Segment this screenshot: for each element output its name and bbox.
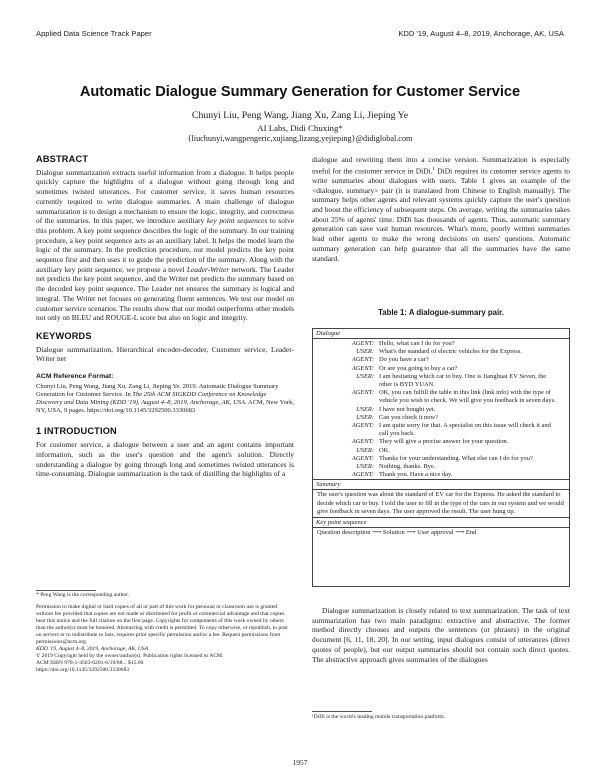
utterance-text: I am hesitating which car to buy. One is Jianghuai EV Seven, the other is BYD YUAN. (379, 372, 547, 389)
author-list: Chunyi Liu, Peng Wang, Jiang Xu, Zang Li, Jieping Ye (191, 110, 409, 121)
utterance-text: What's the standard of electric vehicles for the Express. (379, 348, 522, 356)
speaker-label: AGENT: (351, 356, 374, 364)
paper-title: Automatic Dialogue Summary Generation for Customer Service (79, 84, 521, 100)
keywords-heading: KEYWORDS (36, 330, 92, 341)
right-column-top (312, 155, 570, 263)
dialogue-turn (313, 373, 569, 389)
speaker-label: AGENT: (351, 422, 374, 430)
summary-text: The user's question was about the standard of EV car for the Express. He asked the standard to decide which car to buy. I told the user to fill in the type of the cars in our system and we would give feedback in seven days. The user approved the result. The user hung up. (317, 491, 564, 515)
utterance-text: I am quite sorry for that. A specialist on this issue will check it and call you back. (379, 422, 551, 438)
speaker-label: USER: (356, 405, 374, 413)
table-caption: Table 1: A dialogue-summary pair. (378, 308, 504, 317)
dialogue-turn (313, 356, 569, 364)
dialogue-turn (313, 463, 569, 471)
utterance-text: Nothing, thanks. Bye. (379, 463, 436, 471)
speaker-label: USER: (356, 372, 374, 380)
related-work-text: Dialogue summarization is closely related to text summarization. The task of text summarization has two main paradigms: extractive and abstractive. The former method directly chooses and outputs the sentences (or phrases) in the original document [6, 11, 18, 20]. In our setting, input dialogues consist of utterances (direct quotes of people), but our output summaries should not contain such direct quotes. The abstractive approach gives summaries of the dialogues (312, 606, 570, 664)
introduction-heading: 1 INTRODUCTION (36, 425, 117, 436)
utterance-text: Can you check it now? (379, 413, 438, 421)
running-header-left: Applied Data Science Track Paper (36, 29, 152, 38)
abstract-heading: ABSTRACT (36, 154, 89, 164)
page-number: 1957 (292, 758, 308, 767)
conference-line: KDD '19, August 4–8, 2019, Anchorage, AK, USA (36, 646, 149, 652)
dialogue-turn (313, 414, 569, 422)
left-column (36, 155, 294, 479)
permission-notice: Permission to make digital or hard copies of all or part of this work for personal or classroom use is granted without fee provided that copies are not made or distributed for profit or commercial advantage and that copies bear this notice and the full citation on the first page. Copyrights for components of this work owned by others than the author(s) must be honored. Abstracting with credit is permitted. To copy otherwise, or republish, to post on servers or to redistribute to lists, requires prior specific permission and/or a fee. Request permissions from permissions@acm.org. (36, 604, 288, 645)
summary-label: Summary (313, 480, 569, 490)
utterance-text: Thank you. Have a nice day. (379, 471, 453, 479)
introduction-text: For customer service, a dialogue between a user and an agent contains important information, such as the user's question and the agent's solution. Directly understanding a dialogue by going through long and sometimes twisted utterances is time-consuming. Dialogue summarization is the task of distilling the highlights of a (36, 440, 294, 479)
dialogue-turn (313, 422, 569, 438)
author-emails: {liuchunyi,wangpengeric,xujiang,lizang,yejieping}@didiglobal.com (187, 134, 413, 143)
acm-reference-text: Chunyi Liu, Peng Wang, Jiang Xu, Zang Li, Jieping Ye. 2019. Automatic Dialogue Summary Generation for Customer Service. In The 25th ACM SIGKDD Conference on Knowledge Discovery and Data Mining (KDD '19), August 4–8, 2019, Anchorage, AK, USA. ACM, New York, NY, USA, 9 pages. https://doi.org/10.1145/3292500.3330683 (36, 382, 294, 415)
utterance-text: Or are you going to buy a car? (379, 364, 458, 372)
running-header-right: KDD '19, August 4–8, 2019, Anchorage, AK, USA (398, 29, 564, 38)
right-footnote-rule (312, 711, 372, 712)
dialogue-turn (313, 455, 569, 463)
acm-reference-heading: ACM Reference Format: (36, 373, 114, 381)
speaker-label: USER: (356, 446, 374, 454)
utterance-text: OK. (379, 446, 390, 454)
dialogue-turn (313, 340, 569, 348)
dialogue-turn (313, 447, 569, 455)
dialogue-turn (313, 348, 569, 356)
utterance-text: Hello, what can I do for you? (379, 340, 455, 347)
dialogue-turn (313, 438, 569, 446)
isbn-line: ACM ISBN 978-1-4503-6201-6/19/08... $15.00 (36, 660, 144, 666)
dialogue-turn (313, 389, 569, 405)
utterance-text: Do you have a car? (379, 356, 429, 364)
speaker-label: AGENT: (351, 438, 374, 446)
key-point-sequence: Question description ⟶ Solution ⟶ User approval ⟶ End (317, 529, 477, 537)
speaker-label: AGENT: (351, 389, 374, 397)
utterance-text: Thanks for your understanding. What else can I do for you? (379, 454, 533, 462)
copyright-line: © 2019 Copyright held by the owner/author(s). Publication rights licensed to ACM. (36, 653, 224, 659)
key-point-label: Key point sequence (313, 517, 569, 528)
speaker-label: AGENT: (351, 454, 374, 462)
summary-section (313, 479, 569, 538)
speaker-label: USER: (356, 413, 374, 421)
affiliation: AI Labs, Didi Chuxing* (257, 123, 343, 133)
utterance-text: They will give a precise answer for your question. (379, 438, 509, 446)
speaker-label: AGENT: (351, 364, 374, 372)
utterance-text: I have not bought yet. (379, 405, 436, 413)
speaker-label: AGENT: (351, 471, 374, 479)
speaker-label: USER: (356, 348, 374, 356)
intro-continued-text: dialogue and rewriting them into a concise version. Summarization is especially useful for the customer service in DiDi.$^1$ DiDi requires its customer service agents to write summaries about dialogues with users. Table 1 gives an example of the <dialogue, summary> pair (it is translated from Chinese to English manually). The summary helps other agents and relevant systems quickly capture the user's question and boost the efficiency of subsequent steps. On average, writing the summaries takes about 25% of agents' time. DiDi has thousands of agents. Thus, automatic summary generation can save vast human resources. What's more, poorly written summaries lead other agents to make the wrong decisions on users' questions. Automatic summary generation can help guarantee that all the summaries have the same standard. (312, 155, 570, 263)
speaker-label: USER: (356, 463, 374, 471)
utterance-text: OK, you can fulfill the table in this link (link info) with the type of vehicle you wish to check. We will give you feedback in seven days. (379, 389, 556, 405)
abstract-text: Dialogue summarization extracts useful information from a dialogue. It helps people quickly capture the highlights of a dialogue without going through long and sometimes twisted utterances. For customer service, it saves human resources currently required to write dialogue summaries. A main challenge of dialogue summarization is to design a mechanism to ensure the logic, integrity, and correctness of the summaries. In this paper, we introduce auxiliary key point sequences to solve this problem. A key point sequence describes the logic of the summary. In our training procedure, a key point sequence acts as an auxiliary label. It helps the model learn the logic of the summary. In the prediction procedure, our model predicts the key point sequence first and then uses it to guide the prediction of the summary. Along with the auxiliary key point sequence, we propose a novel Leader-Writer network. The Leader net predicts the key point sequence, and the Writer net predicts the summary based on the decoded key point sequence. The Leader net ensures the summary is logical and integral. The Writer net focuses on generating fluent sentences. We test our model on customer service scenarios. The results show that our model outperforms other models not only on BLEU and ROUGE-L score but also on logic and integrity. (36, 167, 294, 323)
dialogue-turn (313, 365, 569, 373)
dialogue-turn (313, 406, 569, 414)
didi-footnote: ¹DiDi is the world's leading mobile transportation platform. (312, 714, 446, 720)
dialogue-label: Dialogue (313, 329, 569, 339)
footnote-rule (36, 590, 96, 591)
doi-line: https://doi.org/10.1145/3292500.3330683 (36, 667, 130, 673)
right-column-bottom (312, 606, 570, 664)
speaker-label: AGENT: (351, 340, 374, 347)
corresponding-author-note: * Peng Wang is the corresponding author. (36, 592, 130, 598)
left-footnotes (36, 592, 294, 674)
dialogue-turns (313, 339, 569, 479)
dialogue-turn (313, 471, 569, 479)
keywords-text: Dialogue summarization, Hierarchical encoder-decoder, Customer service, Leader-Writer net (36, 344, 294, 364)
dialogue-summary-table (312, 328, 570, 587)
